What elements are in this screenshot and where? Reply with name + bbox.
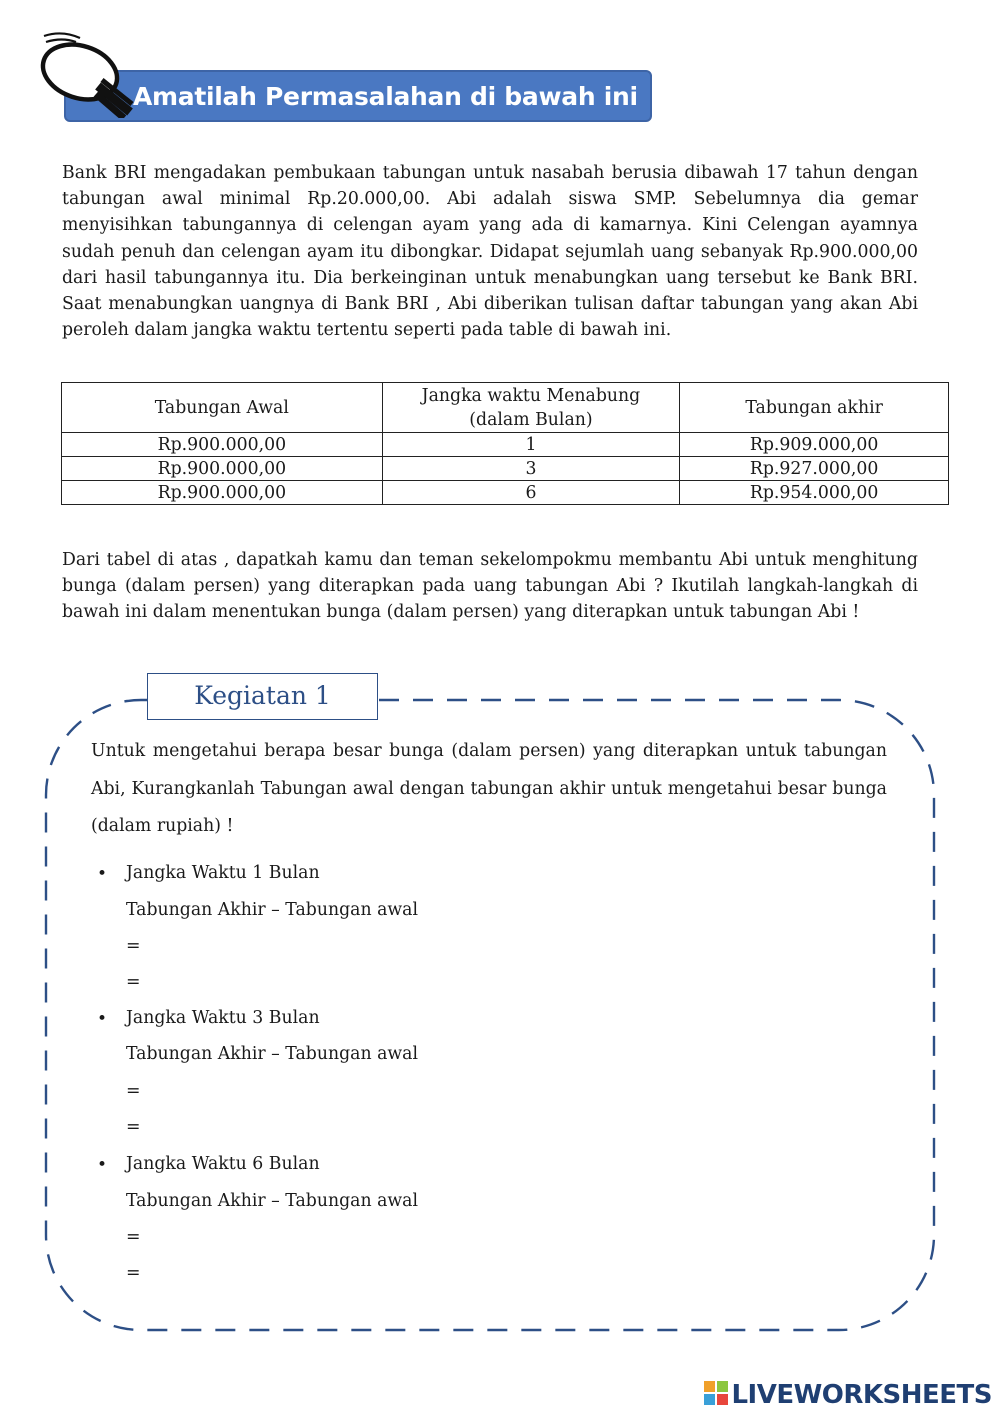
intro-paragraph: Bank BRI mengadakan pembukaan tabungan untuk nasabah berusia dibawah 17 tahun dengan tabungan awal minimal Rp.20.000,00. Abi adalah siswa SMP. Sebelumnya dia gemar menyisihkan tabungannya di celengan ayam yang ada di kamarnya. Kini Celengan ayamnya sudah penuh dan celengan ayam itu dibongkar. Didapat sejumlah uang sebanyak Rp.900.000,00 dari hasil tabungannya itu. Dia berkeinginan untuk menabungkan uang tersebut ke Bank BRI. Saat menabungkan uangnya di Bank BRI , Abi diberikan tulisan daftar tabungan yang akan Abi peroleh dalam jangka waktu tertentu seperti pada table di bawah ini.	[62, 163, 918, 341]
item-label-3-months: Jangka Waktu 3 Bulan	[126, 1008, 320, 1028]
cell-months: 1	[382, 433, 680, 457]
liveworksheets-logo-icon	[704, 1381, 728, 1405]
answer-line-3b[interactable]: =	[126, 1117, 141, 1137]
bullet-icon: •	[97, 864, 108, 884]
logo-text: LIVEWORKSHEETS	[731, 1380, 992, 1410]
answer-line-3a[interactable]: =	[126, 1081, 141, 1101]
lightbulb-icon	[32, 28, 142, 118]
answer-line-6b[interactable]: =	[126, 1263, 141, 1283]
cell-final: Rp.909.000,00	[680, 433, 949, 457]
activity-instruction: Untuk mengetahui berapa besar bunga (dalam persen) yang diterapkan untuk tabungan Abi, Kurangkanlah Tabungan awal dengan tabungan akhir untuk mengetahui besar bunga (dalam rupiah) !	[91, 741, 887, 836]
table-row	[62, 481, 949, 505]
header-final-savings: Tabungan akhir	[680, 383, 949, 433]
table-row	[62, 433, 949, 457]
cell-months: 3	[382, 457, 680, 481]
header-saving-period: Jangka waktu Menabung (dalam Bulan)	[382, 383, 680, 433]
answer-line-1b[interactable]: =	[126, 972, 141, 992]
cell-months: 6	[382, 481, 680, 505]
bullet-icon: •	[97, 1155, 108, 1175]
cell-final: Rp.927.000,00	[680, 457, 949, 481]
item-label-1-month: Jangka Waktu 1 Bulan	[126, 863, 320, 883]
page-title: Amatilah Permasalahan di bawah ini	[133, 82, 638, 111]
cell-initial: Rp.900.000,00	[62, 457, 383, 481]
answer-line-1a[interactable]: =	[126, 936, 141, 956]
activity-title: Kegiatan 1	[147, 673, 378, 720]
bullet-icon: •	[97, 1009, 108, 1029]
item-formula-1-month: Tabungan Akhir – Tabungan awal	[126, 900, 419, 920]
item-label-6-months: Jangka Waktu 6 Bulan	[126, 1154, 320, 1174]
cell-initial: Rp.900.000,00	[62, 481, 383, 505]
liveworksheets-logo[interactable]	[704, 1380, 992, 1410]
cell-final: Rp.954.000,00	[680, 481, 949, 505]
table-row	[62, 457, 949, 481]
item-formula-6-months: Tabungan Akhir – Tabungan awal	[126, 1191, 419, 1211]
header-initial-savings: Tabungan Awal	[62, 383, 383, 433]
cell-initial: Rp.900.000,00	[62, 433, 383, 457]
savings-table	[61, 382, 949, 505]
question-paragraph: Dari tabel di atas , dapatkah kamu dan teman sekelompokmu membantu Abi untuk menghitung bunga (dalam persen) yang diterapkan pada uang tabungan Abi ? Ikutilah langkah-langkah di bawah ini dalam menentukan bunga (dalam persen) yang diterapkan untuk tabungan Abi !	[62, 550, 918, 623]
table-header-row	[62, 383, 949, 433]
item-formula-3-months: Tabungan Akhir – Tabungan awal	[126, 1044, 419, 1064]
answer-line-6a[interactable]: =	[126, 1227, 141, 1247]
